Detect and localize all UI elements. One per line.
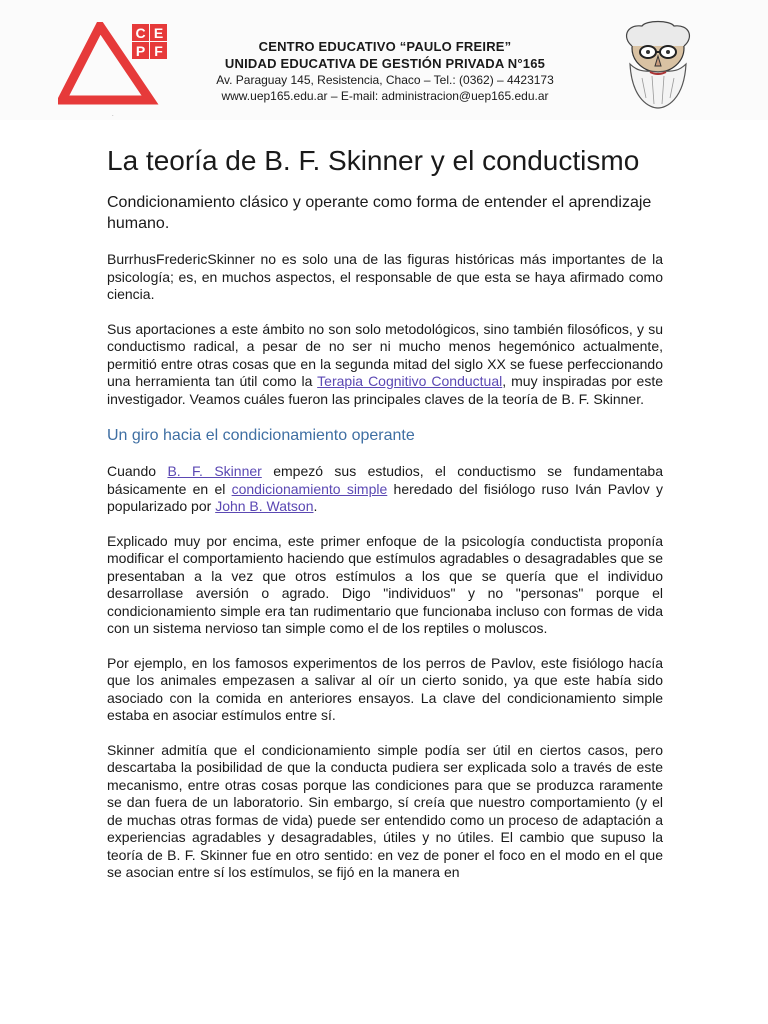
paulo-freire-portrait	[612, 18, 704, 110]
text-span: Sus aportaciones a este ámbito no son solo metodológicos, sino también filosóficos, y su conductismo radical, a pesar de no ser ni mucho menos hegemónico actualmente, permitió entre otras cosas que en la segunda mitad del siglo XX se fuese perfeccionando una herramienta tan útil como la	[107, 320, 663, 389]
text-span: , muy inspiradas por este investigador. Veamos cuáles fueron las principales claves de la teoría de B. F. Skinner.	[107, 373, 664, 407]
text-span: Cuando	[107, 463, 168, 479]
link-john-b-watson[interactable]: John B. Watson	[215, 498, 314, 514]
paragraph-intro: BurrhusFredericSkinner no es solo una de las figuras históricas más importantes de la psicología; es, en muchos aspectos, el responsable de que esta se haya afirmado como ciencia.	[107, 251, 663, 302]
cepf-logo	[58, 22, 168, 106]
text-span: .	[313, 498, 318, 514]
logo-letter-c: C	[135, 25, 146, 41]
logo-letter-p: P	[135, 43, 146, 59]
letterhead	[0, 0, 768, 120]
institution-address: Av. Paraguay 145, Resistencia, Chaco – Tel.: (0362) – 4423173	[216, 73, 554, 87]
institution-unit: UNIDAD EDUCATIVA DE GESTIÓN PRIVADA N°165	[224, 56, 546, 71]
article-title: La teoría de B. F. Skinner y el conductismo	[107, 145, 640, 176]
paragraph-pavlov-example: Por ejemplo, en los famosos experimentos de los perros de Pavlov, este fisiólogo hacía que los animales empezasen a salivar al oír un cierto sonido, ya que este había sido asociado con la comida en anteriores ensayos. La clave del condicionamiento simple estaba en asociar estímulos entre sí.	[107, 654, 663, 723]
section-heading: Un giro hacia el condicionamiento operante	[107, 427, 415, 444]
institution-name: CENTRO EDUCATIVO “PAULO FREIRE”	[258, 39, 512, 54]
paragraph-first-approach: Explicado muy por encima, este primer enfoque de la psicología conductista proponía modificar el comportamiento haciendo que estímulos agradables o desagradables que se presentaban a la vez que otros estímulos a los que se quería que el individuo desarrollase aversión o agrado. Digo "individuos" y no "personas" porque el condicionamiento simple era tan rudimentario que funcionaba incluso con formas de vida con un sistema nervioso tan simple como el de los reptiles o moluscos.	[107, 532, 663, 636]
text-span: heredado del fisiólogo ruso Iván Pavlov y popularizado por	[107, 480, 663, 514]
article-subtitle: Condicionamiento clásico y operante como forma de entender el aprendizaje humano.	[107, 194, 652, 232]
paragraph-contributions	[107, 321, 663, 409]
logo-letter-f: F	[154, 43, 163, 59]
text-span: empezó sus estudios, el conductismo se fundamentaba básicamente en el	[107, 463, 663, 497]
header-mark: .	[112, 112, 114, 118]
article	[107, 143, 663, 882]
institution-contact: www.uep165.edu.ar – E-mail: administracion@uep165.edu.ar	[221, 89, 549, 103]
logo-letter-e: E	[153, 25, 164, 41]
paragraph-skinner-view: Skinner admitía que el condicionamiento simple podía ser útil en ciertos casos, pero descartaba la posibilidad de que la conducta pudiera ser explicada solo a través de este mecanismo, entre otras cosas porque las condiciones para que se produzca raramente se dan fuera de un laboratorio. Sin embargo, sí creía que nuestro comportamiento (y el de muchas otras formas de vida) puede ser entendido como un proceso de adaptación a experiencias agradables y desagradables, útiles y no útiles. El cambio que supuso la teoría de B. F. Skinner fue en otro sentido: en vez de poner el foco en el modo en el que se asocian entre sí los estímulos, se fijó en la manera en	[107, 741, 663, 880]
paragraph-beginnings	[107, 463, 663, 516]
link-terapia-cognitivo-conductual[interactable]: Terapia Cognitivo Conductual	[317, 373, 503, 389]
institution-info	[190, 38, 580, 104]
link-condicionamiento-simple[interactable]: condicionamiento simple	[231, 480, 388, 497]
link-bf-skinner[interactable]: B. F. Skinner	[167, 463, 262, 479]
